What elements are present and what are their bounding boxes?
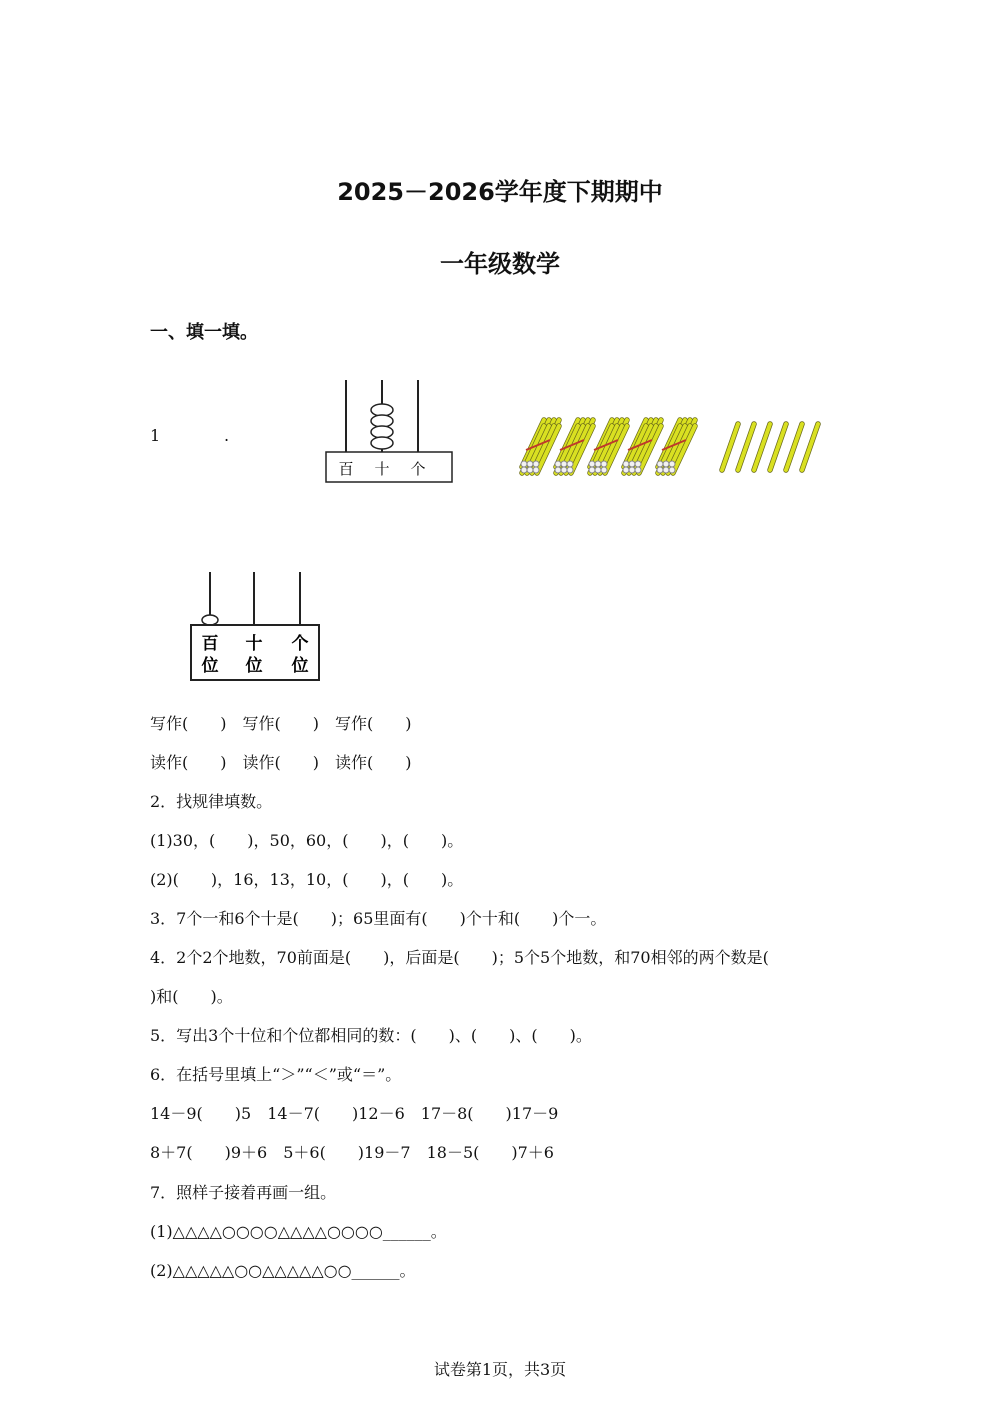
stick-end: [669, 467, 675, 473]
stick-end: [623, 467, 629, 473]
abacus1-label-hundreds: 百: [338, 460, 354, 478]
stick-end: [533, 461, 539, 467]
stick-end: [589, 461, 595, 467]
question-7-part-2: (2)△△△△△○○△△△△△○○______。: [150, 1261, 416, 1280]
stick-end: [669, 461, 675, 467]
svg-text:位: 位: [201, 656, 219, 676]
question-2-part-2: (2)( )，16，13，10，( )，( )。: [150, 870, 464, 889]
stick-end: [527, 461, 533, 467]
write-row: 写作( ) 写作( ) 写作( ): [150, 714, 412, 733]
stick-end: [663, 467, 669, 473]
stick-bundles-figure: [514, 412, 824, 482]
stick-end: [595, 467, 601, 473]
question-dot: .: [224, 426, 230, 445]
stick-end: [527, 467, 533, 473]
stick-end: [657, 467, 663, 473]
stick-end: [635, 461, 641, 467]
stick-end: [635, 467, 641, 473]
stick-end: [533, 467, 539, 473]
page-footer: 试卷第1页，共3页: [433, 1360, 567, 1379]
stick-end: [601, 467, 607, 473]
stick-end: [555, 461, 561, 467]
stick-end: [567, 467, 573, 473]
question-4-continued: )和( )。: [150, 987, 233, 1006]
stick-end: [629, 467, 635, 473]
abacus-figure-2: [188, 570, 324, 684]
stick-end: [567, 461, 573, 467]
question-5: 5．写出3个十位和个位都相同的数：( )、( )、( )。: [150, 1026, 592, 1045]
stick-end: [555, 467, 561, 473]
stick-end: [623, 461, 629, 467]
abacus-figure-1: [322, 378, 458, 486]
question-7: 7．照样子接着再画一组。: [150, 1183, 337, 1202]
question-3: 3．7个一和6个十是( )；65里面有( )个十和( )个一。: [150, 909, 607, 928]
stick-end: [601, 461, 607, 467]
question-6-row-2: 8＋7( )9＋6 5＋6( )19－7 18－5( )7＋6: [150, 1143, 554, 1162]
stick-end: [629, 461, 635, 467]
abacus2-label-tens: 十: [245, 634, 263, 654]
abacus2-label-ones: 个: [291, 634, 309, 654]
stick-end: [595, 461, 601, 467]
svg-text:位: 位: [245, 656, 263, 676]
question-4: 4．2个2个地数，70前面是( )，后面是( )；5个5个地数，和70相邻的两个数是(: [150, 948, 769, 967]
section-heading: 一、填一填。: [150, 322, 258, 343]
stick-end: [521, 461, 527, 467]
page-title: 2025－2026学年度下期期中: [337, 178, 663, 206]
question-2-part-1: (1)30，( )，50，60，( )，( )。: [150, 831, 464, 850]
question-6: 6．在括号里填上“＞”“＜”或“＝”。: [150, 1065, 402, 1084]
svg-text:位: 位: [291, 656, 309, 676]
stick-end: [657, 461, 663, 467]
stick-end: [561, 461, 567, 467]
page-subtitle: 一年级数学: [440, 250, 560, 278]
question-7-part-1: (1)△△△△○○○○△△△△○○○○______。: [150, 1222, 447, 1241]
abacus1-label-tens: 十: [374, 460, 390, 478]
question-6-row-1: 14－9( )5 14－7( )12－6 17－8( )17－9: [150, 1104, 559, 1123]
stick-end: [663, 461, 669, 467]
abacus1-label-ones: 个: [410, 460, 426, 478]
question-number: 1: [150, 426, 161, 445]
question-2: 2．找规律填数。: [150, 792, 273, 811]
stick-end: [589, 467, 595, 473]
abacus2-label-hundreds: 百: [201, 634, 219, 654]
read-row: 读作( ) 读作( ) 读作( ): [150, 753, 412, 772]
stick-end: [561, 467, 567, 473]
stick-end: [521, 467, 527, 473]
